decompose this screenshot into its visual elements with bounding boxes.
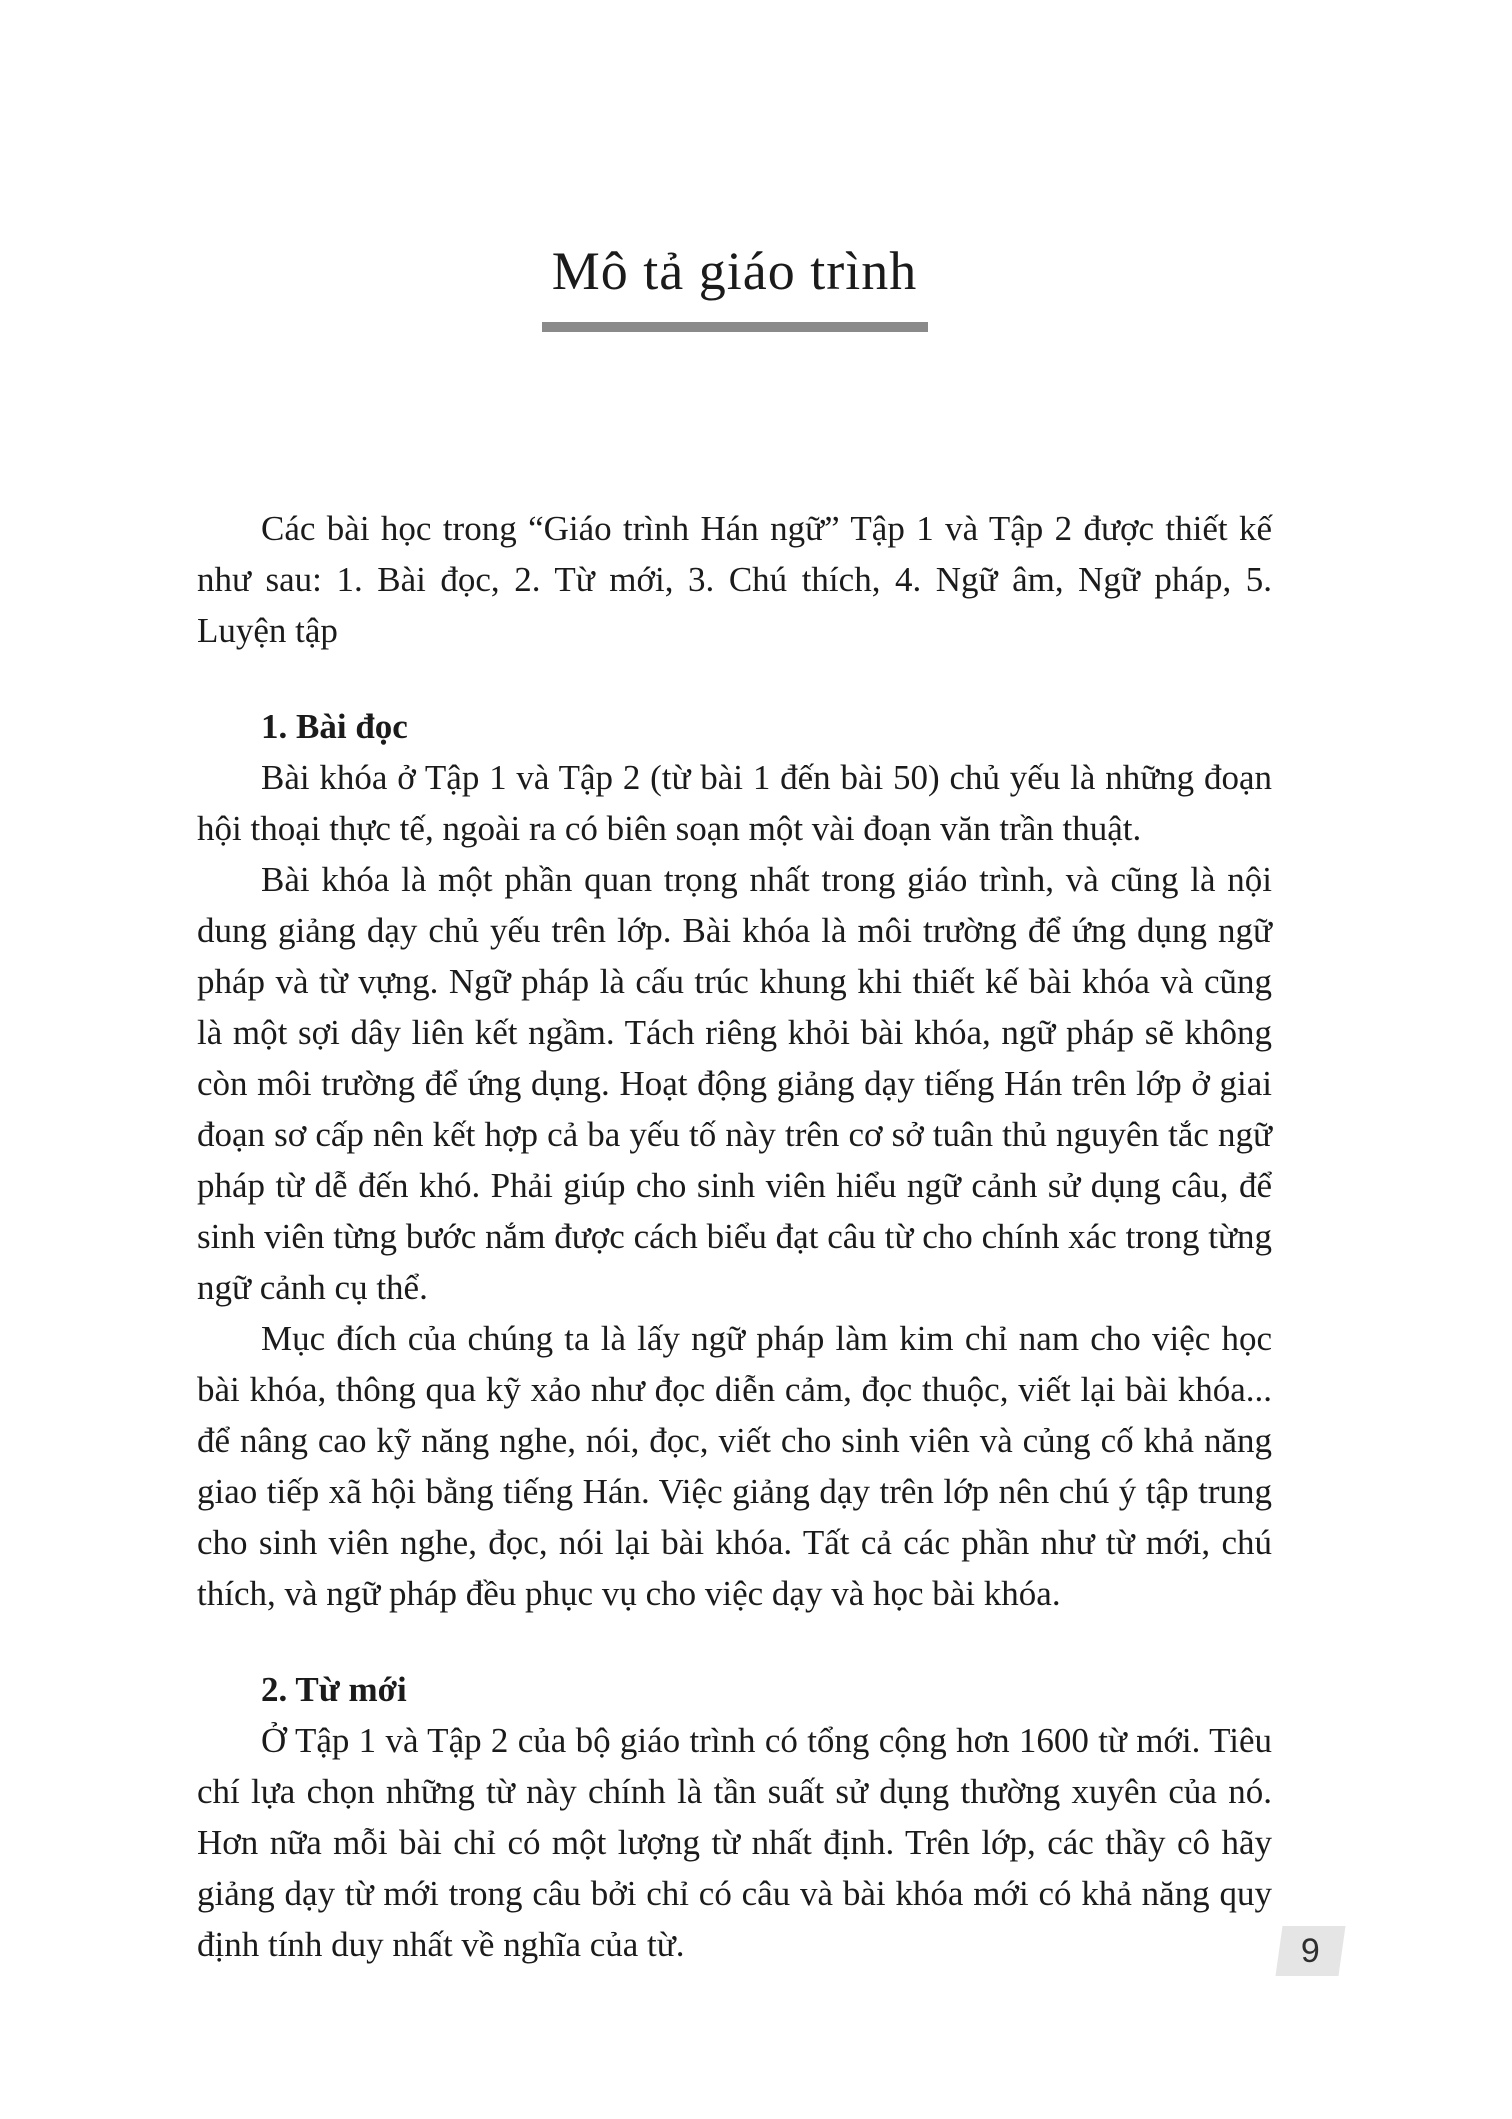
title-block	[197, 236, 1272, 332]
paragraph: Mục đích của chúng ta là lấy ngữ pháp làm kim chỉ nam cho việc học bài khóa, thông qua kỹ xảo như đọc diễn cảm, đọc thuộc, viết lại bài khóa... để nâng cao kỹ năng nghe, nói, đọc, viết cho sinh viên và củng cố khả năng giao tiếp xã hội bằng tiếng Hán. Việc giảng dạy trên lớp nên chú ý tập trung cho sinh viên nghe, đọc, nói lại bài khóa. Tất cả các phần như từ mới, chú thích, và ngữ pháp đều phục vụ cho việc dạy và học bài khóa.	[197, 1319, 1272, 1613]
paragraph: Ở Tập 1 và Tập 2 của bộ giáo trình có tổng cộng hơn 1600 từ mới. Tiêu chí lựa chọn những từ này chính là tần suất sử dụng thường xuyên của nó. Hơn nữa mỗi bài chỉ có một lượng từ nhất định. Trên lớp, các thầy cô hãy giảng dạy từ mới trong câu bởi chỉ có câu và bài khóa mới có khả năng quy định tính duy nhất về nghĩa của từ.	[197, 1721, 1272, 1964]
page-number: 9	[1301, 1931, 1320, 1970]
section-heading-tu-moi: 2. Từ mới	[261, 1670, 407, 1709]
title-rule	[542, 322, 928, 332]
body-text	[197, 503, 1272, 1970]
intro-paragraph: Các bài học trong “Giáo trình Hán ngữ” Tập 1 và Tập 2 được thiết kế như sau: 1. Bài đọc, 2. Từ mới, 3. Chú thích, 4. Ngữ âm, Ngữ pháp, 5. Luyện tập	[197, 509, 1272, 650]
section-heading-bai-doc: 1. Bài đọc	[261, 707, 408, 746]
paragraph: Bài khóa ở Tập 1 và Tập 2 (từ bài 1 đến bài 50) chủ yếu là những đoạn hội thoại thực tế, ngoài ra có biên soạn một vài đoạn văn trần thuật.	[197, 758, 1272, 848]
page-number-badge	[1275, 1926, 1345, 1976]
page-title: Mô tả giáo trình	[551, 241, 918, 301]
paragraph: Bài khóa là một phần quan trọng nhất trong giáo trình, và cũng là nội dung giảng dạy chủ yếu trên lớp. Bài khóa là môi trường để ứng dụng ngữ pháp và từ vựng. Ngữ pháp là cấu trúc khung khi thiết kế bài khóa và cũng là một sợi dây liên kết ngầm. Tách riêng khỏi bài khóa, ngữ pháp sẽ không còn môi trường để ứng dụng. Hoạt động giảng dạy tiếng Hán trên lớp ở giai đoạn sơ cấp nên kết hợp cả ba yếu tố này trên cơ sở tuân thủ nguyên tắc ngữ pháp từ dễ đến khó. Phải giúp cho sinh viên hiểu ngữ cảnh sử dụng câu, để sinh viên từng bước nắm được cách biểu đạt câu từ cho chính xác trong từng ngữ cảnh cụ thể.	[197, 860, 1272, 1307]
